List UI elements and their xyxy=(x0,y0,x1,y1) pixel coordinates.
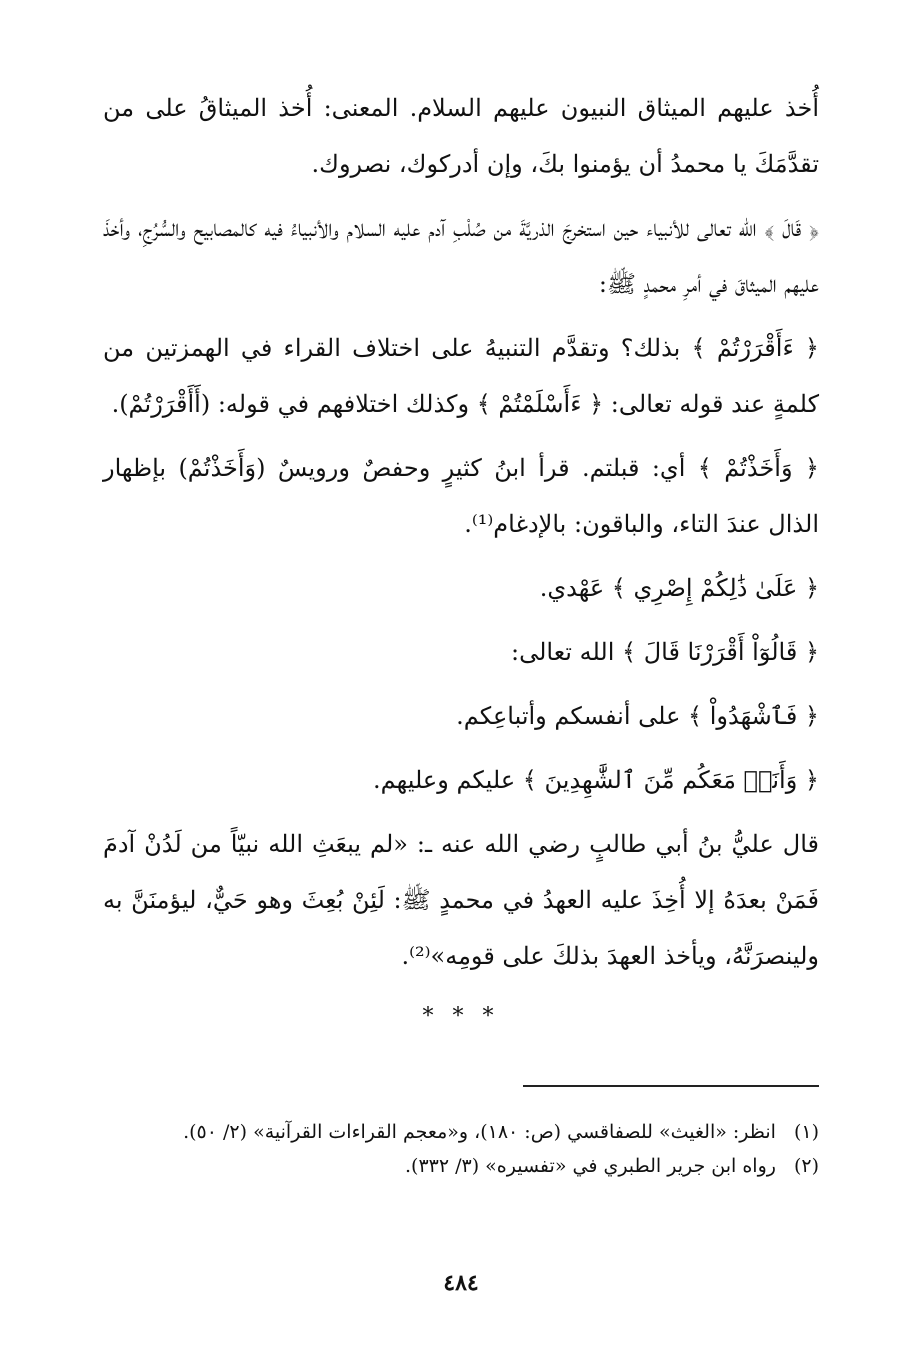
paragraph-5: قال عليُّ بنُ أبي طالبٍ رضي الله عنه ـ: «لم يبعَثِ الله نبيّاً من لَدُنْ آدمَ فَمَنْ بعدَهُ إلا أُخِذَ عليه العهدُ في محمدٍ ﷺ: لَئِنْ بُعِثَ وهو حَيٌّ، ليؤمنَنَّ به ولينصرَنَّهُ، ويأخذ العهدَ بذلكَ على قومِه»⁽²⁾. xyxy=(103,830,819,970)
footnote-2-number: (٢) xyxy=(793,1155,819,1177)
footnote-1-number: (١) xyxy=(793,1121,819,1143)
paragraph-1: أُخذ عليهم الميثاق النبيون عليهم السلام. المعنى: أُخذ الميثاقُ على من تقدَّمَكَ يا محمدُ أن يؤمنوا بكَ، وإن أدركوك، نصروك. xyxy=(103,94,819,178)
paragraph-4: ﴿ وَأَخَذْتُمْ ﴾ أي: قبلتم. قرأ ابنُ كثيرٍ وحفصٌ ورويسٌ (وَأَخَذْتُمْ) بإظهار الذال عندَ التاء، والباقون: بالإدغام⁽¹⁾. xyxy=(103,454,819,538)
footnote-rule xyxy=(523,1085,819,1087)
quran-line-3: ﴿ فَٱشْهَدُواْ ﴾ على أنفسكم وأتباعِكم. xyxy=(456,702,819,730)
page-number: ٤٨٤ xyxy=(443,1270,479,1296)
quran-line-1: ﴿ عَلَىٰ ذَٰلِكُمْ إِصْرِي ﴾ عَهْدي. xyxy=(539,574,819,602)
section-separator: * * * xyxy=(422,1004,500,1029)
footnote-1-text: انظر: «الغيث» للصفاقسي (ص: ١٨٠)، و«معجم القراءات القرآنية» (٢/ ٥٠). xyxy=(183,1121,776,1143)
paragraph-2: ﴿ قَالَ ﴾ الله تعالى للأنبياء حين استخرجَ الذريَّةَ من صُلْبِ آدم عليه السلام والأنبياءُ فيه كالمصابيح والسُّرُجِ، وأخذَ عليهم الميثاقَ في أمرِ محمدٍ ﷺ: xyxy=(103,214,819,298)
quran-line-2: ﴿ قَالُوٓاْ أَقْرَرْنَا قَالَ ﴾ الله تعالى: xyxy=(510,638,819,666)
quran-line-4: ﴿ وَأَنَا۠ مَعَكُم مِّنَ ٱلشَّٰهِدِينَ ﴾ عليكم وعليهم. xyxy=(373,766,819,794)
paragraph-3: ﴿ ءَأَقْرَرْتُمْ ﴾ بذلك؟ وتقدَّم التنبيهُ على اختلاف القراء في الهمزتين من كلمةٍ عند قوله تعالى: ﴿ ءَأَسْلَمْتُمْ ﴾ وكذلك اختلافهم في قوله: (أَأَقْرَرْتُمْ). xyxy=(103,334,819,418)
footnotes xyxy=(103,1115,819,1183)
footnote-2 xyxy=(103,1149,819,1183)
page-content xyxy=(103,80,819,1360)
footnote-1 xyxy=(103,1115,819,1149)
footnote-2-text: رواه ابن جرير الطبري في «تفسيره» (٣/ ٣٣٢). xyxy=(404,1155,776,1177)
